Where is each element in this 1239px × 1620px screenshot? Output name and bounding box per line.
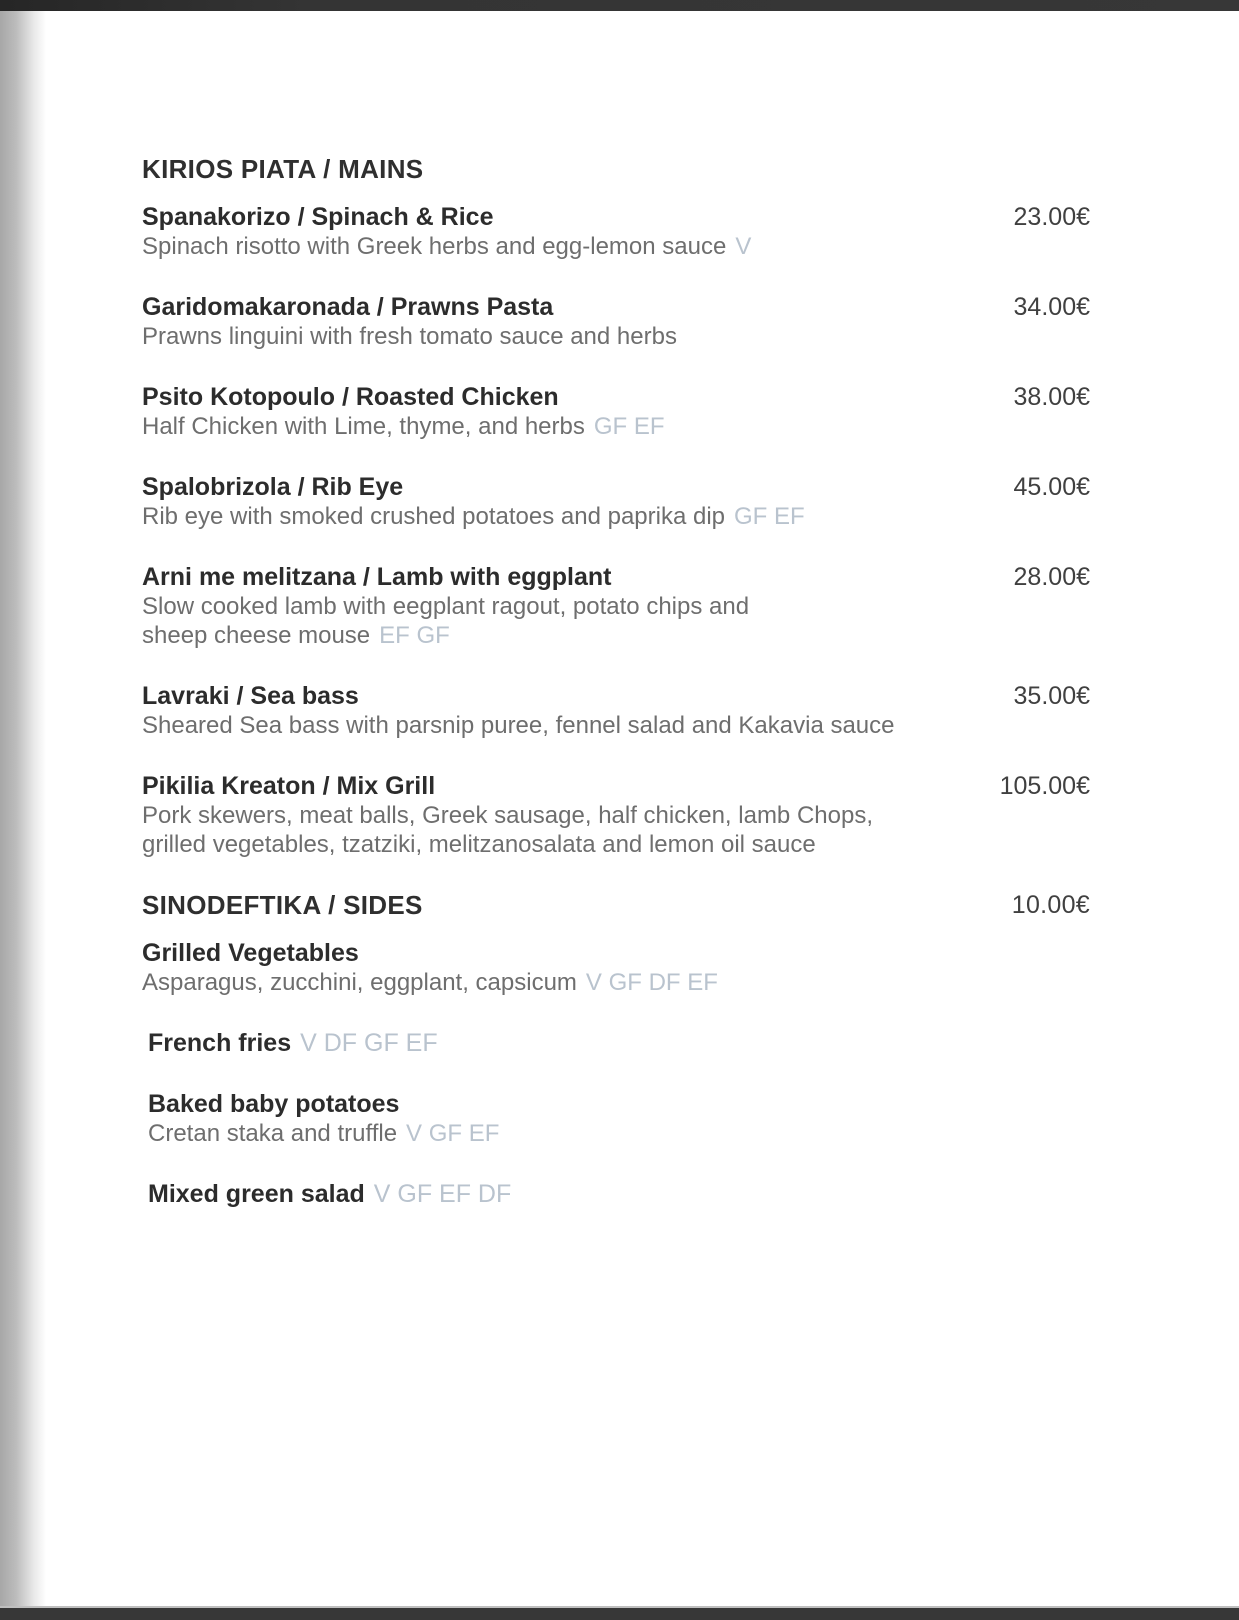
item-description [142, 968, 1090, 997]
section-heading-row [142, 154, 1090, 184]
item-title-row [142, 472, 1090, 502]
item-title-row [142, 292, 1090, 322]
description-text: Slow cooked lamb with eegplant ragout, potato chips and [142, 593, 750, 620]
item-name: Spanakorizo / Spinach & Rice [142, 203, 494, 231]
section-heading: SINODEFTIKA / SIDES [142, 890, 423, 920]
item-name: Psito Kotopoulo / Roasted Chicken [142, 383, 559, 411]
item-price: 35.00€ [1013, 682, 1090, 710]
viewer-bottom-bar [0, 1608, 1239, 1620]
menu-item [142, 292, 1090, 351]
item-description [142, 592, 1090, 621]
item-title-row [148, 1179, 1090, 1209]
item-name: Garidomakaronada / Prawns Pasta [142, 293, 554, 321]
item-description [142, 830, 1090, 859]
description-text: Asparagus, zucchini, eggplant, capsicum [142, 969, 577, 996]
menu-item [142, 202, 1090, 261]
item-name: Arni me melitzana / Lamb with eggplant [142, 563, 612, 591]
description-text: Pork skewers, meat balls, Greek sausage, half chicken, lamb Chops, [142, 802, 873, 829]
item-description [142, 412, 1090, 441]
item-price: 38.00€ [1013, 383, 1090, 411]
item-description [142, 621, 1090, 650]
item-title-row [142, 202, 1090, 232]
dietary-tags: V GF EF DF [373, 1180, 512, 1208]
item-title-row [142, 382, 1090, 412]
item-name: Mixed green salad V GF EF DF [148, 1180, 512, 1208]
menu-item [142, 1179, 1090, 1209]
dietary-tags: V DF GF EF [300, 1029, 438, 1057]
item-price: 105.00€ [999, 772, 1090, 800]
dietary-tags: V [735, 233, 752, 260]
menu-item [142, 382, 1090, 441]
section-heading-row [142, 890, 1090, 920]
description-text: Spinach risotto with Greek herbs and egg-lemon sauce [142, 233, 727, 260]
item-title-row [142, 681, 1090, 711]
item-description [142, 711, 1090, 740]
item-title-row [142, 562, 1090, 592]
menu-item [142, 681, 1090, 740]
dietary-tags: GF EF [593, 413, 665, 440]
dietary-tags: V GF DF EF [585, 969, 718, 996]
dietary-tags: EF GF [379, 622, 450, 649]
item-title-row [142, 771, 1090, 801]
dietary-tags: GF EF [734, 503, 805, 530]
item-name: Spalobrizola / Rib Eye [142, 473, 404, 501]
item-title-row [148, 1089, 1090, 1119]
item-description [142, 232, 1090, 261]
item-name: French fries V DF GF EF [148, 1029, 438, 1057]
dietary-tags: V GF EF [406, 1120, 500, 1147]
item-price: 34.00€ [1013, 293, 1090, 321]
description-text: Sheared Sea bass with parsnip puree, fennel salad and Kakavia sauce [142, 712, 895, 739]
item-name: Baked baby potatoes [148, 1090, 400, 1118]
item-description [142, 322, 1090, 351]
description-text: sheep cheese mouse [142, 622, 371, 649]
section-price: 10.00€ [1011, 891, 1090, 919]
menu-section-sides [142, 890, 1090, 1209]
item-name: Pikilia Kreaton / Mix Grill [142, 772, 436, 800]
item-price: 45.00€ [1013, 473, 1090, 501]
item-description [142, 801, 1090, 830]
section-heading: KIRIOS PIATA / MAINS [142, 154, 424, 184]
menu-item [142, 1028, 1090, 1058]
menu-item [142, 1089, 1090, 1148]
menu-item [142, 771, 1090, 859]
menu-item [142, 938, 1090, 997]
item-description [148, 1119, 1090, 1148]
menu-section-mains [142, 154, 1090, 859]
menu-item [142, 472, 1090, 531]
item-name: Grilled Vegetables [142, 939, 359, 967]
description-text: grilled vegetables, tzatziki, melitzanosalata and lemon oil sauce [142, 831, 816, 858]
description-text: Half Chicken with Lime, thyme, and herbs [142, 413, 585, 440]
page-edge-shadow [0, 11, 46, 1606]
item-title-row [142, 938, 1090, 968]
item-price: 28.00€ [1013, 563, 1090, 591]
description-text: Cretan staka and truffle [148, 1120, 398, 1147]
item-price: 23.00€ [1013, 203, 1090, 231]
menu-page-content [142, 0, 1090, 1240]
description-text: Rib eye with smoked crushed potatoes and paprika dip [142, 503, 726, 530]
item-description [142, 502, 1090, 531]
description-text: Prawns linguini with fresh tomato sauce and herbs [142, 323, 677, 350]
item-title-row [148, 1028, 1090, 1058]
menu-item [142, 562, 1090, 650]
item-name: Lavraki / Sea bass [142, 682, 359, 710]
